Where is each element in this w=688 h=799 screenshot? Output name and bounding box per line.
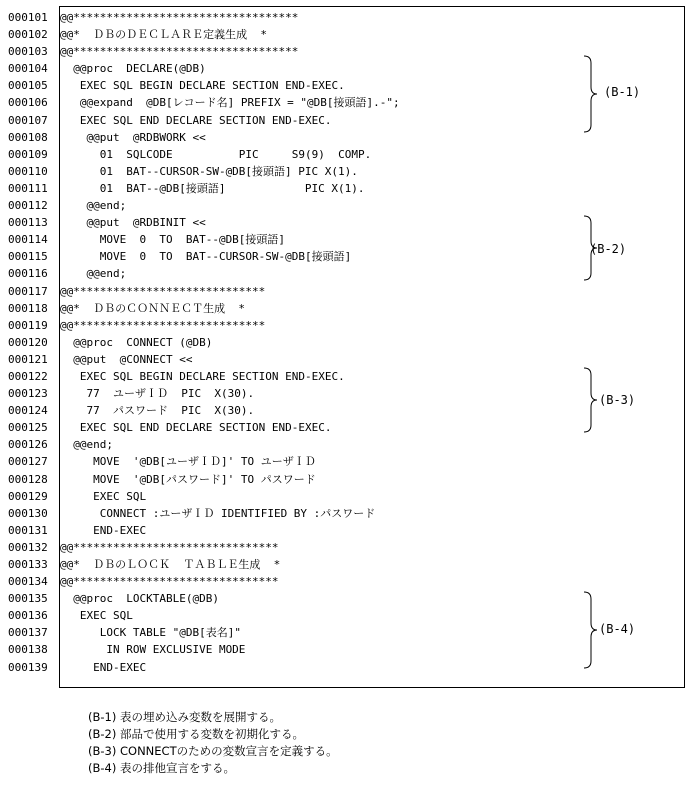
code-line: MOVE 0 TO BAT--CURSOR-SW-@DB[接頭語] <box>60 250 352 264</box>
code-line: @@proc CONNECT (@DB) <box>60 335 213 349</box>
code-line: LOCK TABLE "@DB[表名]" <box>60 626 241 640</box>
line-number: 000138 <box>8 643 48 657</box>
line-number: 000120 <box>8 335 48 349</box>
line-number: 000136 <box>8 609 48 623</box>
line-number: 000114 <box>8 233 48 247</box>
note-b1: (B-1) 表の埋め込み変数を展開する。 <box>88 710 281 724</box>
line-number: 000132 <box>8 540 48 554</box>
code-line: @@put @RDBWORK << <box>60 130 206 144</box>
line-number: 000118 <box>8 301 48 315</box>
brace-label-b2: (B-2) <box>590 242 627 256</box>
code-line: EXEC SQL END DECLARE SECTION END-EXEC. <box>60 113 332 127</box>
code-line: 01 BAT--@DB[接頭語] PIC X(1). <box>60 181 365 195</box>
code-line: 77 ユーザＩＤ PIC X(30). <box>60 387 255 401</box>
code-lines <box>60 9 580 676</box>
note-b2: (B-2) 部品で使用する変数を初期化する。 <box>88 727 304 741</box>
line-number: 000105 <box>8 79 48 93</box>
line-number: 000130 <box>8 506 48 520</box>
brace-label-b1: (B-1) <box>604 85 641 99</box>
code-line: CONNECT :ユーザＩＤ IDENTIFIED BY :パスワード <box>60 506 376 520</box>
code-line: @@end; <box>60 199 127 213</box>
line-number: 000111 <box>8 181 48 195</box>
code-line: EXEC SQL BEGIN DECLARE SECTION END-EXEC. <box>60 369 345 383</box>
code-line: @@******************************* <box>60 575 279 589</box>
code-line: @@expand @DB[レコード名] PREFIX = "@DB[接頭語].-"; <box>60 96 400 110</box>
line-number: 000133 <box>8 558 48 571</box>
line-number: 000135 <box>8 592 48 606</box>
code-line: @@put @RDBINIT << <box>60 216 206 230</box>
line-number: 000134 <box>8 575 48 589</box>
line-number: 000102 <box>8 28 48 42</box>
line-number: 000113 <box>8 216 48 230</box>
line-number: 000110 <box>8 164 48 178</box>
line-number: 000137 <box>8 626 48 640</box>
line-number: 000131 <box>8 523 48 537</box>
code-line: 01 SQLCODE PIC S9(9) COMP. <box>60 147 372 161</box>
code-line: @@end; <box>60 438 113 452</box>
line-number: 000129 <box>8 489 48 503</box>
line-number: 000124 <box>8 404 48 418</box>
code-line: @@********************************** <box>60 11 299 24</box>
line-number: 000122 <box>8 369 48 383</box>
code-line: @@********************************** <box>60 45 299 59</box>
line-number: 000116 <box>8 267 48 281</box>
note-b3: (B-3) CONNECTのための変数宣言を定義する。 <box>88 744 338 758</box>
code-line: EXEC SQL BEGIN DECLARE SECTION END-EXEC. <box>60 79 345 93</box>
code-line: @@***************************** <box>60 318 266 332</box>
code-line: 77 パスワード PIC X(30). <box>60 404 255 418</box>
code-line: @@put @CONNECT << <box>60 352 193 366</box>
code-line: IN ROW EXCLUSIVE MODE <box>60 643 246 657</box>
line-number: 000125 <box>8 421 48 435</box>
code-line: @@***************************** <box>60 284 266 298</box>
code-line: 01 BAT--CURSOR-SW-@DB[接頭語] PIC X(1). <box>60 164 358 178</box>
line-number: 000107 <box>8 113 48 127</box>
brace-b1 <box>582 55 602 133</box>
line-number: 000106 <box>8 96 48 110</box>
line-number: 000109 <box>8 147 48 161</box>
code-line: MOVE 0 TO BAT--@DB[接頭語] <box>60 233 286 247</box>
code-line: EXEC SQL END DECLARE SECTION END-EXEC. <box>60 421 332 435</box>
code-line: @@* ＤＢのＣＯＮＮＥＣＴ生成 * <box>60 301 245 315</box>
line-number: 000119 <box>8 318 48 332</box>
line-number: 000108 <box>8 130 48 144</box>
line-number: 000121 <box>8 352 48 366</box>
note-b4: (B-4) 表の排他宣言をする。 <box>88 761 235 775</box>
code-listing-box <box>59 6 685 688</box>
code-line: @@proc DECLARE(@DB) <box>60 62 206 76</box>
code-line: EXEC SQL <box>60 489 147 503</box>
line-number: 000126 <box>8 438 48 452</box>
line-number: 000115 <box>8 250 48 264</box>
brace-label-b4: (B-4) <box>599 622 636 636</box>
code-line: @@end; <box>60 267 127 281</box>
line-number-column <box>8 9 58 676</box>
line-number: 000104 <box>8 62 48 76</box>
line-number: 000123 <box>8 387 48 401</box>
code-line: MOVE '@DB[パスワード]' TO パスワード <box>60 472 316 486</box>
notes-list <box>88 709 338 777</box>
code-line: END-EXEC <box>60 660 147 674</box>
line-number: 000139 <box>8 660 48 674</box>
brace-label-b3: (B-3) <box>599 393 636 407</box>
code-line: @@* ＤＢのＤＥＣＬＡＲＥ定義生成 * <box>60 28 267 42</box>
line-number: 000101 <box>8 11 48 24</box>
code-line: END-EXEC <box>60 523 147 537</box>
code-line: @@******************************* <box>60 540 279 554</box>
code-line: @@* ＤＢのＬＯＣＫ ＴＡＢＬＥ生成 * <box>60 558 281 571</box>
line-number: 000128 <box>8 472 48 486</box>
line-number: 000127 <box>8 455 48 469</box>
line-number: 000117 <box>8 284 48 298</box>
code-line: @@proc LOCKTABLE(@DB) <box>60 592 219 606</box>
code-line: EXEC SQL <box>60 609 133 623</box>
line-number: 000112 <box>8 199 48 213</box>
line-number: 000103 <box>8 45 48 59</box>
code-line: MOVE '@DB[ユーザＩＤ]' TO ユーザＩＤ <box>60 455 316 469</box>
